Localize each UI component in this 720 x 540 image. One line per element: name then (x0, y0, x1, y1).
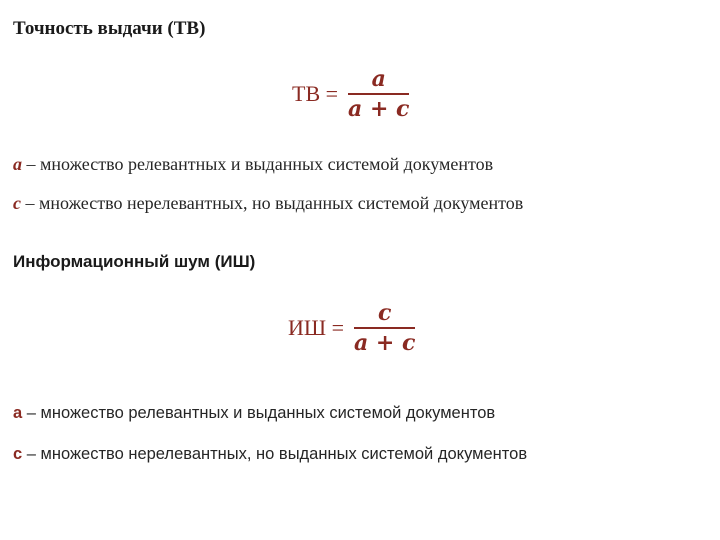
fraction-bar (348, 93, 409, 95)
definition-text: – множество нерелевантных, но выданных системой документов (22, 445, 528, 463)
formula-numerator: a (371, 66, 386, 92)
fraction-bar (354, 327, 415, 329)
definition-c (13, 193, 523, 214)
definition-variable: a (13, 154, 22, 174)
formula-lhs: ИШ = (288, 314, 344, 340)
definition-variable: c (13, 193, 21, 213)
definition-c (13, 445, 527, 464)
formula-denominator: a + c (354, 329, 416, 356)
definition-text: – множество релевантных и выданных системой документов (22, 154, 494, 174)
section-title-noise: Информационный шум (ИШ) (13, 252, 256, 271)
definition-text: – множество релевантных и выданных системой документов (22, 404, 496, 422)
definition-variable: c (13, 445, 23, 463)
definition-a (13, 154, 493, 175)
definition-variable: a (13, 404, 23, 422)
formula-denominator: a + c (348, 95, 410, 122)
section-title-precision: Точность выдачи (ТВ) (13, 18, 206, 39)
formula-numerator: c (378, 300, 392, 326)
formula-fraction (348, 66, 409, 122)
precision-formula (292, 66, 409, 122)
formula-fraction (354, 300, 415, 356)
definition-a (13, 404, 495, 423)
definition-text: – множество нерелевантных, но выданных системой документов (21, 193, 524, 213)
noise-formula (288, 300, 415, 356)
formula-lhs: ТВ = (292, 80, 339, 106)
